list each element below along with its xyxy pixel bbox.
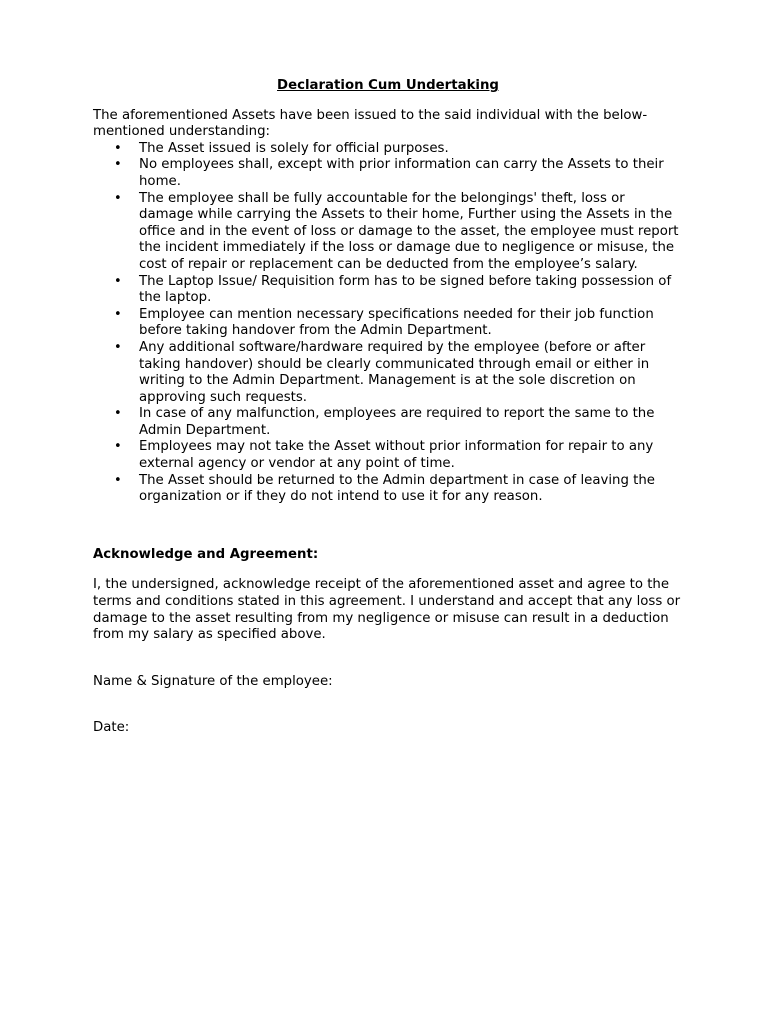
bullet-icon: •	[114, 339, 122, 355]
bullet-icon: •	[114, 406, 122, 422]
bullet-icon: •	[114, 472, 122, 488]
list-item	[93, 141, 683, 158]
acknowledgement-paragraph: I, the undersigned, acknowledge receipt of the aforementioned asset and agree to the terms and conditions stated in this agreement. I understand and accept that any loss or damage to the asset resulting from my negligence or misuse can result in a deduction from my salary as specified above.	[93, 577, 681, 643]
acknowledgement-heading: Acknowledge and Agreement:	[93, 546, 319, 562]
date-label: Date:	[93, 720, 130, 736]
list-item	[93, 274, 683, 307]
document-title: Declaration Cum Undertaking	[277, 78, 499, 93]
list-item-text: The Asset issued is solely for official purposes.	[139, 140, 449, 156]
bullet-icon: •	[114, 273, 122, 289]
list-item	[93, 473, 683, 506]
list-item	[93, 439, 683, 472]
list-item-text: Employees may not take the Asset without prior information for repair to any external agency or vendor at any point of time.	[139, 439, 654, 472]
list-item	[93, 406, 683, 439]
list-item	[93, 340, 683, 406]
intro-paragraph: The aforementioned Assets have been issued to the said individual with the below-mentioned understanding:	[93, 107, 648, 140]
document-page	[93, 78, 683, 737]
list-item-text: The employee shall be fully accountable for the belongings' theft, loss or damage while carrying the Assets to their home, Further using the Assets in the office and in the event of loss or damage to the asset, the employee must report the incident immediately if the loss or damage due to negligence or misuse, the cost of repair or replacement can be deducted from the employee’s salary.	[139, 190, 679, 272]
bullet-icon: •	[114, 439, 122, 455]
terms-list	[93, 141, 683, 506]
list-item	[93, 191, 683, 274]
bullet-icon: •	[114, 190, 122, 206]
bullet-icon: •	[114, 306, 122, 322]
list-item-text: Employee can mention necessary specifications needed for their job function before taking handover from the Admin Department.	[139, 306, 654, 339]
list-item-text: The Asset should be returned to the Admin department in case of leaving the organization or if they do not intend to use it for any reason.	[139, 472, 655, 505]
list-item-text: In case of any malfunction, employees are required to report the same to the Admin Department.	[139, 406, 655, 438]
list-item	[93, 307, 683, 340]
list-item-text: Any additional software/hardware required by the employee (before or after taking handover) should be clearly communicated through email or either in writing to the Admin Department. Management is at the sole discretion on approving such requests.	[139, 339, 650, 405]
signature-label: Name & Signature of the employee:	[93, 673, 333, 689]
bullet-icon: •	[114, 157, 122, 173]
list-item-text: The Laptop Issue/ Requisition form has to be signed before taking possession of the laptop.	[139, 273, 672, 306]
list-item	[93, 157, 683, 190]
bullet-icon: •	[114, 140, 122, 156]
list-item-text: No employees shall, except with prior information can carry the Assets to their home.	[139, 157, 664, 189]
